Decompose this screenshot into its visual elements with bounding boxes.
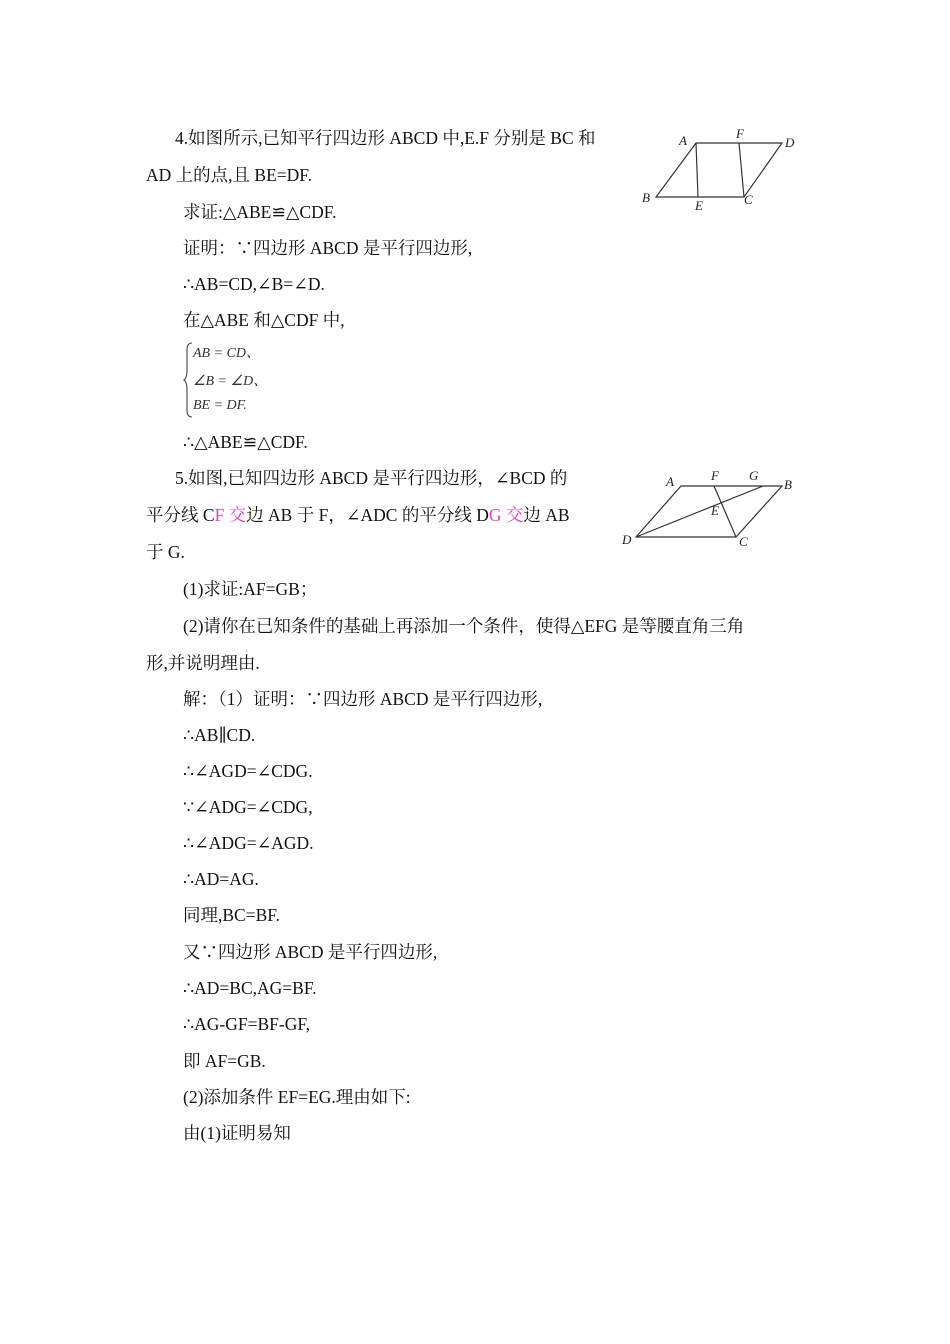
problem5-statement-line1: 5.如图,已知四边形 ABCD 是平行四边形，∠BCD 的 (175, 468, 568, 488)
solution-line: ∴∠AGD=∠CDG. (183, 761, 313, 781)
label-D: D (622, 532, 632, 547)
problem5-statement-line2 (146, 503, 570, 527)
label-F: F (711, 468, 719, 483)
solution-line: ∴AD=AG. (183, 869, 259, 889)
system-row: ∠B = ∠D、 (193, 374, 268, 389)
solution-line: ∴∠ADG=∠AGD. (183, 833, 314, 853)
solution-line: 即 AF=GB. (183, 1051, 266, 1071)
solution-line: 同理,BC=BF. (183, 905, 280, 925)
parallelogram-figure-5 (616, 462, 802, 554)
label-A: A (666, 474, 674, 489)
label-E: E (695, 198, 703, 213)
solution-line: 又∵四边形 ABCD 是平行四边形, (183, 942, 438, 962)
highlight-text: F 交 (214, 505, 247, 525)
parallelogram-figure-4 (636, 124, 806, 214)
text-segment: 边 AB 于 F，∠ADC 的平分线 D (246, 505, 489, 525)
problem4-proof-line: 在△ABE 和△CDF 中, (183, 310, 345, 330)
problem5-question1: (1)求证:AF=GB； (183, 579, 318, 599)
label-C: C (739, 534, 748, 549)
highlight-text: G 交 (488, 505, 524, 525)
problem4-conclusion: ∴△ABE≌△CDF. (183, 432, 308, 452)
problem4-statement-line1: 4.如图所示,已知平行四边形 ABCD 中,E.F 分别是 BC 和 (175, 128, 596, 148)
problem5-question2-line1: (2)请你在已知条件的基础上再添加一个条件，使得△EFG 是等腰直角三角 (183, 616, 745, 636)
label-D: D (785, 135, 795, 150)
system-row: AB = CD、 (193, 346, 260, 361)
problem5-question2-line2: 形,并说明理由. (146, 653, 260, 673)
solution-line: ∴AD=BC,AG=BF. (183, 978, 317, 998)
system-row: BE = DF. (193, 398, 247, 413)
text-segment: 边 AB (523, 505, 570, 525)
solution-line: 解：（1）证明：∵四边形 ABCD 是平行四边形, (183, 689, 543, 709)
label-A: A (679, 133, 687, 148)
solution-line: 由(1)证明易知 (183, 1123, 291, 1143)
label-E: E (711, 503, 719, 518)
solution-line: ∵∠ADG=∠CDG, (183, 797, 313, 817)
label-G: G (749, 468, 759, 483)
label-F: F (736, 126, 744, 141)
problem4-prove: 求证:△ABE≌△CDF. (183, 202, 337, 222)
problem4-proof-line: ∴AB=CD,∠B=∠D. (183, 274, 325, 294)
label-C: C (744, 192, 753, 207)
label-B: B (642, 190, 650, 205)
solution-line: ∴AB∥CD. (183, 725, 256, 745)
solution-line: ∴AG-GF=BF-GF, (183, 1014, 311, 1034)
problem4-statement-line2: AD 上的点,且 BE=DF. (146, 165, 312, 185)
solution-line: (2)添加条件 EF=EG.理由如下: (183, 1087, 411, 1107)
equation-system (183, 340, 303, 420)
text-segment: 平分线 C (146, 505, 215, 525)
label-B: B (784, 477, 792, 492)
problem5-statement-line3: 于 G. (146, 542, 185, 562)
problem4-proof-line: 证明：∵四边形 ABCD 是平行四边形, (183, 238, 473, 258)
